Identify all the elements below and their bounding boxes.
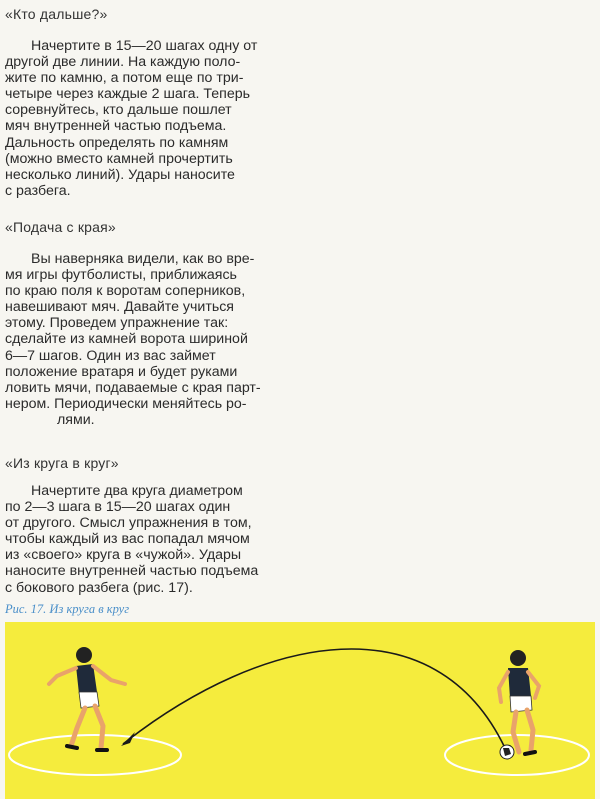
section-title-who-farther: «Кто дальше?» bbox=[5, 6, 108, 22]
text-line: мяч внутренней частью подъема. bbox=[5, 118, 227, 135]
text-line: из «своего» круга в «чужой». Удары bbox=[5, 547, 242, 564]
text-line: несколько линий). Удары наносите bbox=[5, 166, 235, 183]
text-line: наносите внутренней частью подъема bbox=[5, 563, 259, 580]
text-line: Вы наверняка видели, как во вре- bbox=[31, 251, 255, 267]
text-line: по краю поля к воротам соперников, bbox=[5, 283, 246, 300]
figure-drawing bbox=[5, 622, 595, 799]
text-line: Начертите два круга диаметром bbox=[31, 483, 243, 499]
section-text-cross-from-wing bbox=[5, 251, 297, 428]
text-line: этому. Проведем упражнение так: bbox=[5, 315, 229, 332]
section-title-circle-to-circle: «Из круга в круг» bbox=[5, 455, 119, 471]
text-line: положение вратаря и будет руками bbox=[5, 363, 238, 380]
text-line: соревнуйтесь, кто дальше пошлет bbox=[5, 102, 232, 119]
text-line: навешивают мяч. Давайте учиться bbox=[5, 299, 234, 316]
text-line: лями. bbox=[57, 411, 95, 428]
section-text-who-farther bbox=[5, 38, 297, 199]
right-player bbox=[499, 650, 539, 754]
figure-17-illustration bbox=[5, 622, 595, 799]
ball-trajectory bbox=[123, 649, 505, 748]
text-line: с бокового разбега (рис. 17). bbox=[5, 579, 193, 596]
ball-icon bbox=[500, 745, 514, 759]
arrow-head-icon bbox=[121, 732, 135, 746]
text-line: по 2—3 шага в 15—20 шагах один bbox=[5, 499, 231, 516]
text-line: жите по камню, а потом еще по три- bbox=[5, 70, 244, 87]
text-line: Дальность определять по камням bbox=[5, 134, 229, 151]
text-line: четыре через каждые 2 шага. Теперь bbox=[5, 86, 250, 103]
text-line: ловить мячи, подаваемые с края парт- bbox=[5, 379, 261, 396]
section-title-cross-from-wing: «Подача с края» bbox=[5, 219, 116, 235]
text-line: нером. Периодически меняйтесь ро- bbox=[5, 395, 247, 412]
text-line: Начертите в 15—20 шагах одну от bbox=[31, 38, 258, 54]
figure-caption: Рис. 17. Из круга в круг bbox=[5, 602, 130, 616]
text-line: чтобы каждый из вас попадал мячом bbox=[5, 531, 250, 548]
text-line: мя игры футболисты, приближаясь bbox=[5, 267, 237, 284]
section-text-circle-to-circle bbox=[5, 483, 297, 596]
text-line: от другого. Смысл упражнения в том, bbox=[5, 515, 252, 532]
text-line: с разбега. bbox=[5, 182, 71, 199]
text-line: другой две линии. На каждую поло- bbox=[5, 54, 241, 71]
text-line: сделайте из камней ворота шириной bbox=[5, 331, 248, 348]
text-line: (можно вместо камней прочертить bbox=[5, 150, 233, 167]
text-line: 6—7 шагов. Один из вас займет bbox=[5, 347, 216, 364]
left-circle bbox=[9, 735, 181, 775]
